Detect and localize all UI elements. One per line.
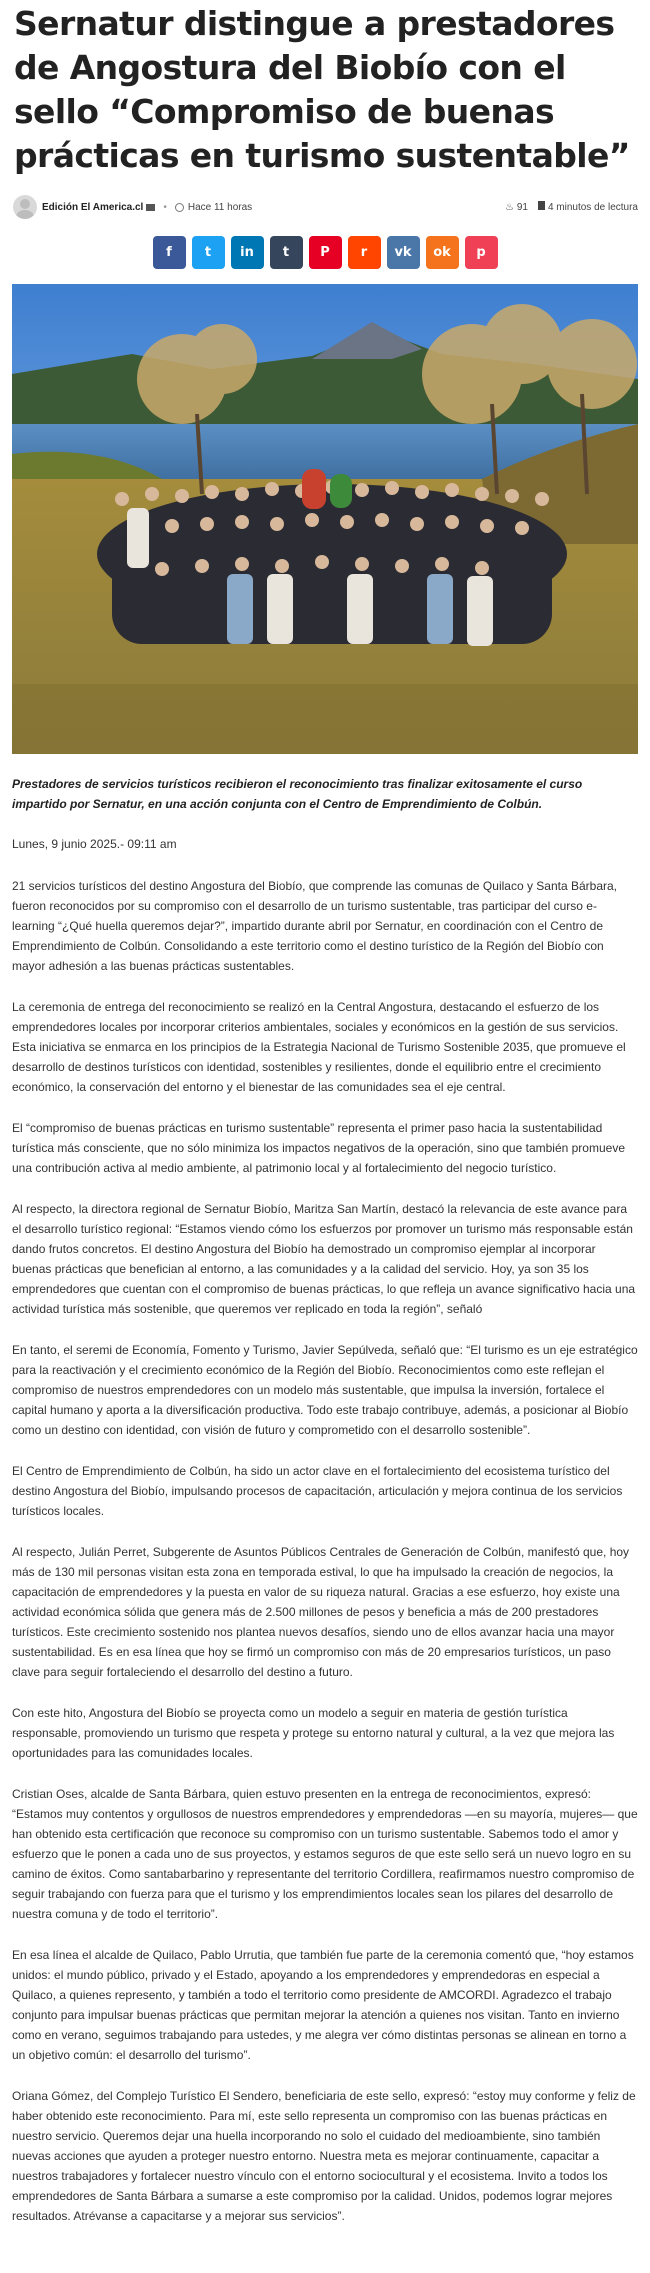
share-facebook-button[interactable] (153, 236, 186, 269)
article-photo (12, 284, 638, 754)
vk-icon: vk (394, 245, 412, 260)
document-icon (538, 201, 545, 210)
tumblr-icon: t (282, 245, 290, 260)
article-meta (12, 190, 638, 224)
article-paragraph: El Centro de Emprendimiento de Colbún, ha sido un actor clave en el fortalecimiento del ecosistema turístico del destino Angostura del Biobío, impulsando procesos de capacitación, articulación y mejora continua de los servicios turísticos locales. (12, 1464, 623, 1518)
facebook-icon: f (166, 245, 172, 260)
article-paragraph: 21 servicios turísticos del destino Angostura del Biobío, que comprende las comunas de Quilaco y Santa Bárbara, fueron reconocidos por su compromiso con el desarrollo de un turismo sustentable, tras participar del curso e-learning “¿Qué huella queremos dejar?”, impartido durante abril por Sernatur, en coordinación con el Centro de Emprendimiento de Colbún. Consolidando a este territorio como el destino turístico de la Región del Biobío con mayor adhesión a las buenas prácticas sustentables. (12, 879, 618, 973)
odnoklassniki-icon: ok (433, 245, 451, 260)
time-ago: Hace 11 horas (187, 201, 253, 213)
article-paragraph: Con este hito, Angostura del Biobío se proyecta como un modelo a seguir en materia de gestión turística responsable, promoviendo un turismo que respeta y protege su entorno natural y cultural, a la vez que mejora las oportunidades para las comunidades locales. (12, 1706, 615, 1760)
clock-icon (175, 203, 184, 212)
share-vk-button[interactable] (387, 236, 420, 269)
author-avatar[interactable] (13, 195, 37, 219)
fire-icon: ♨ (505, 201, 515, 213)
views-count-wrap (505, 202, 528, 213)
views-count: 91 (516, 201, 528, 213)
photo-caption: Prestadores de servicios turísticos recibieron el reconocimiento tras finalizar exitosamente el curso impartido por Sernatur, en una acción conjunta con el Centro de Emprendimiento de Colbún. (12, 777, 583, 811)
share-odnoklassniki-button[interactable] (426, 236, 459, 269)
article-paragraph: Al respecto, Julián Perret, Subgerente de Asuntos Públicos Centrales de Generación de Colbún, manifestó que, hoy más de 130 mil personas visitan esta zona en temporada estival, lo que ha impulsado la creación de negocios, la capacitación de emprendedores y la puesta en valor de su riqueza natural. Gracias a ese esfuerzo, hoy existe una actividad económica sólida que genera más de 2.500 millones de pesos y beneficia a más de 200 prestadores turísticos. Este crecimiento sostenido nos plantea nuevos desafíos, siendo uno de ellos avanzar hacia una mayor sustentabilidad. Es en esa línea que hoy se firmó un compromiso con más de 20 empresarios turísticos, un paso clave para seguir fortaleciendo el desarrollo del destino a futuro. (12, 1545, 630, 1679)
article-title: Sernatur distingue a prestadores de Angostura del Biobío con el sello “Compromiso de buenas prácticas en turismo sustentable” (14, 4, 630, 175)
read-time: 4 minutos de lectura (547, 202, 638, 213)
pinterest-icon: P (320, 245, 330, 260)
share-linkedin-button[interactable] (231, 236, 264, 269)
article-paragraph: Oriana Gómez, del Complejo Turístico El Sendero, beneficiaria de este sello, expresó: “estoy muy conforme y feliz de haber obtenido este reconocimiento. Para mí, este sello representa un compromiso con las buenas prácticas en nuestro servicio. Queremos dejar una huella incorporando no solo el cuidado del medioambiente, sino también nuevas acciones que ayuden a proteger nuestro entorno. Nuestra meta es mejorar continuamente, capacitar a nuestros trabajadores y fortalecer nuestro vínculo con el entorno sociocultural y el ecosistema. Invito a todos los emprendedores de Santa Bárbara a sumarse a este compromiso por la calidad. Unidos, podemos lograr mejores resultados. Atrévanse a capacitarse y a mejorar sus servicios”. (12, 2089, 636, 2223)
linkedin-icon: in (240, 245, 254, 260)
meta-stats (505, 201, 638, 213)
article-paragraph: El “compromiso de buenas prácticas en turismo sustentable” representa el primer paso hacia la sustentabilidad turística más consciente, que no sólo minimiza los impactos negativos de la operación, sino que también promueve una contribución activa al medio ambiente, al patrimonio local y al fortalecimiento del negocio turístico. (12, 1121, 625, 1175)
article-paragraph: En tanto, el seremi de Economía, Fomento y Turismo, Javier Sepúlveda, señaló que: “El turismo es un eje estratégico para la reactivación y el crecimiento económico de la Región del Biobío. Reconocimientos como este reflejan el compromiso de nuestros emprendedores con un modelo más sustentable, que impulsa la inversión, fortalece el capital humano y aporta a la diversificación productiva. Todo este trabajo contribuye, además, a posicionar al Biobío como un destino con identidad, con visión de futuro y comprometido con el desarrollo sostenible”. (12, 1343, 638, 1437)
share-pocket-button[interactable] (465, 236, 498, 269)
share-buttons (12, 236, 638, 269)
envelope-icon[interactable] (146, 204, 155, 211)
share-tumblr-button[interactable] (270, 236, 303, 269)
reddit-icon: r (360, 245, 368, 260)
meta-separator: • (163, 201, 167, 213)
share-pinterest-button[interactable] (309, 236, 342, 269)
share-twitter-button[interactable] (192, 236, 225, 269)
article-body (12, 876, 638, 2226)
article-dateline: Lunes, 9 junio 2025.- 09:11 am (12, 837, 177, 851)
article-paragraph: En esa línea el alcalde de Quilaco, Pablo Urrutia, que también fue parte de la ceremonia comentó que, “hoy estamos unidos: el mundo público, privado y el Estado, apoyando a los emprendedores y emprendedoras en especial a Quilaco, a quienes represento, y también a todo el territorio como presidente de AMCORDI. Agradezco el trabajo conjunto para impulsar buenas prácticas que permitan mejorar la atención a quienes nos visitan. Tanto en invierno como en verano, seguimos trabajando para ustedes, y me alegra ver cómo distintas personas se alinean en torno a un objetivo común: el desarrollo del turismo”. (12, 1948, 634, 2062)
article-paragraph: Al respecto, la directora regional de Sernatur Biobío, Maritza San Martín, destacó la relevancia de este avance para el desarrollo turístico regional: “Estamos viendo cómo los esfuerzos por promover un turismo más responsable están dando frutos concretos. El destino Angostura del Biobío ha demostrado un compromiso ejemplar al incorporar buenas prácticas que benefician al entorno, a las comunidades y a la calidad del servicio. Hoy, ya son 35 los emprendedores que cuentan con el compromiso de buenas prácticas, lo que refleja un avance significativo hacia una actividad turística más sostenible, que queremos ver replicado en toda la región”, señaló (12, 1202, 636, 1316)
twitter-icon: t (204, 245, 212, 260)
read-time-wrap (538, 201, 638, 213)
article-paragraph: La ceremonia de entrega del reconocimiento se realizó en la Central Angostura, destacando el esfuerzo de los emprendedores locales por incorporar criterios ambientales, sociales y económicos en la gestión de sus servicios. Esta iniciativa se enmarca en los principios de la Estrategia Nacional de Turismo Sostenible 2035, que promueve el desarrollo de destinos turísticos con identidad, sostenibles y resilientes, donde el equilibrio entre el crecimiento económico, la conservación del entorno y el bienestar de las comunidades sea el eje central. (12, 1000, 626, 1094)
article-paragraph: Cristian Oses, alcalde de Santa Bárbara, quien estuvo presenten en la entrega de reconocimientos, expresó: “Estamos muy contentos y orgullosos de nuestros emprendedores y emprendedoras —en su mayoría, mujeres— que han obtenido esta certificación que reconoce su compromiso con un turismo sustentable. Sabemos todo el amor y esfuerzo que le ponen a cada uno de sus proyectos, y estamos seguros de que este sello será un nuevo logro en su camino de éxitos. Como santabarbarino y representante del territorio Cordillera, reafirmamos nuestro compromiso de seguir trabajando con fuerza para que el turismo y los emprendimientos locales sean los pilares del desarrollo de nuestra comuna y de todo el territorio”. (12, 1787, 638, 1921)
share-reddit-button[interactable] (348, 236, 381, 269)
pocket-icon: p (476, 245, 486, 260)
author-name[interactable]: Edición El America.cl (42, 201, 144, 213)
